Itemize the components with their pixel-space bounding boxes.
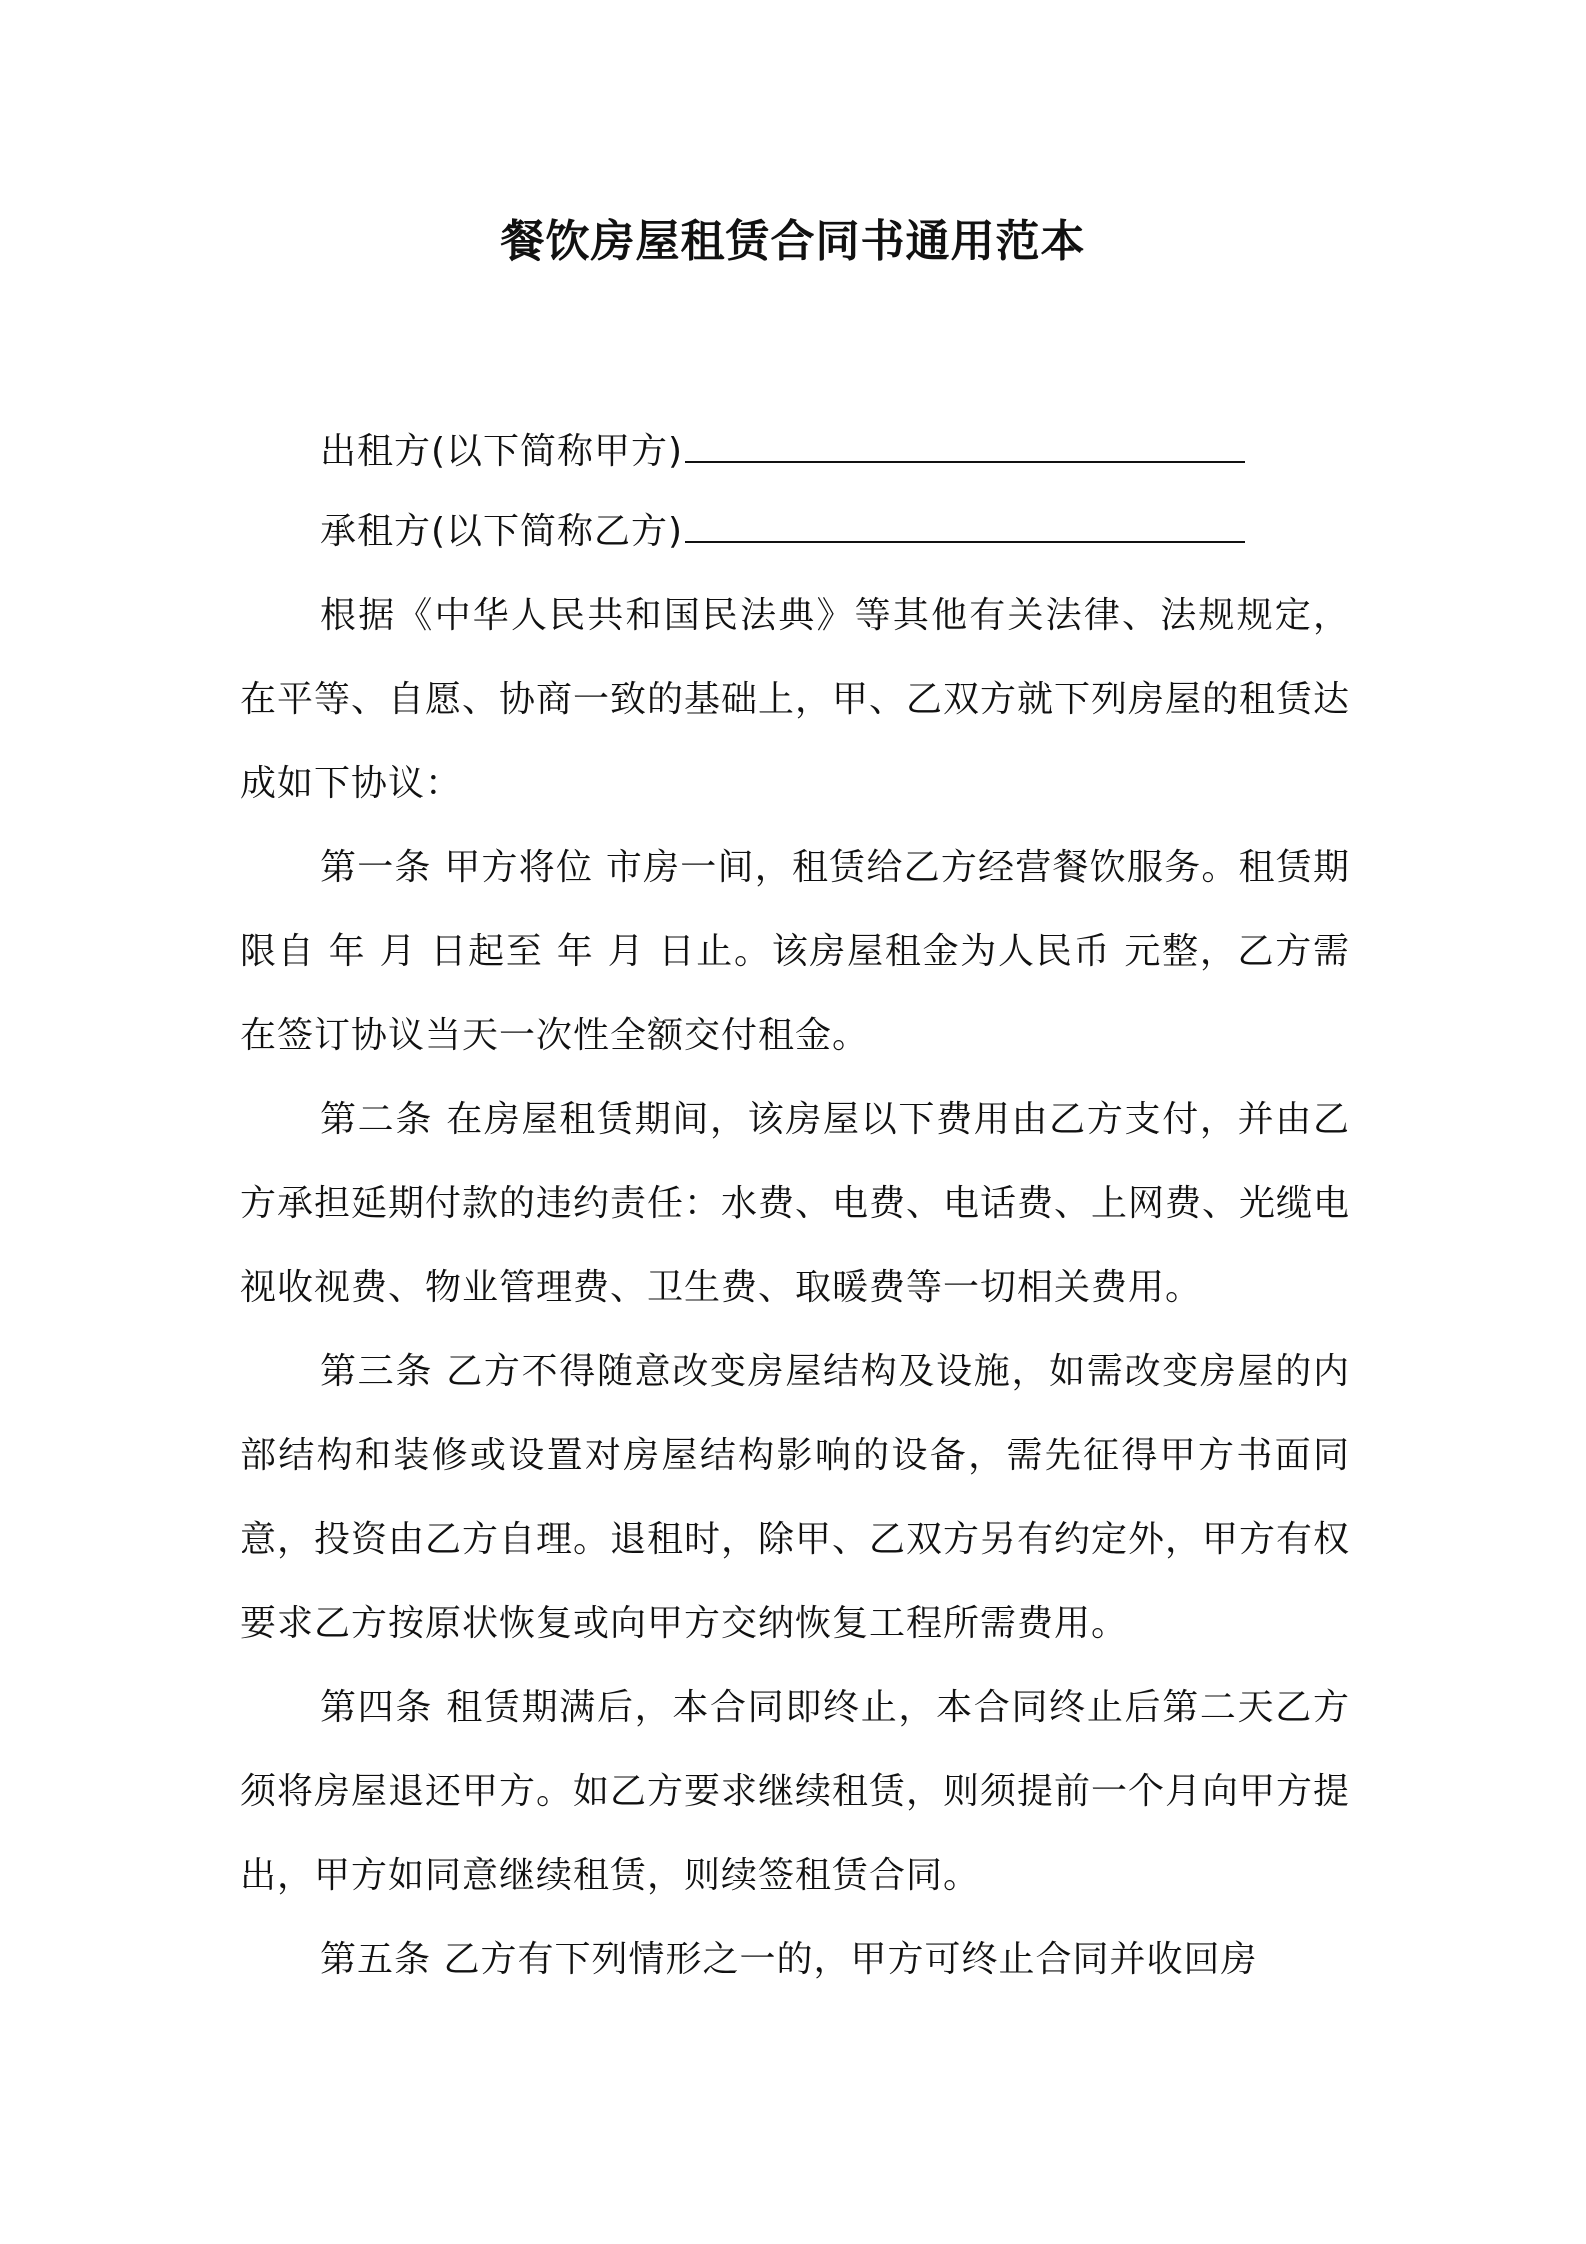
document-body <box>240 410 1350 2002</box>
article-3-paragraph: 第三条 乙方不得随意改变房屋结构及设施，如需改变房屋的内部结构和装修或设置对房屋结构影响的设备，需先征得甲方书面同意，投资由乙方自理。退租时，除甲、乙双方另有约定外，甲方有权要求乙方按原状恢复或向甲方交纳恢复工程所需费用。 <box>240 1351 1351 1644</box>
article-5-paragraph: 第五条 乙方有下列情形之一的，甲方可终止合同并收回房 <box>320 1939 1258 1980</box>
lessee-line <box>240 490 1350 574</box>
preamble-paragraph: 根据《中华人民共和国民法典》等其他有关法律、法规规定，在平等、自愿、协商一致的基础上，甲、乙双方就下列房屋的租赁达成如下协议： <box>240 595 1351 804</box>
lessor-line <box>240 410 1350 494</box>
article-2-paragraph: 第二条 在房屋租赁期间，该房屋以下费用由乙方支付，并由乙方承担延期付款的违约责任：水费、电费、电话费、上网费、光缆电视收视费、物业管理费、卫生费、取暖费等一切相关费用。 <box>240 1099 1351 1308</box>
lessor-label: 出租方(以下简称甲方) <box>320 431 684 472</box>
document-title: 餐饮房屋租赁合同书通用范本 <box>500 216 1086 267</box>
lessee-blank <box>685 511 1245 543</box>
lessor-blank <box>685 431 1245 463</box>
article-4-paragraph: 第四条 租赁期满后，本合同即终止，本合同终止后第二天乙方须将房屋退还甲方。如乙方要求继续租赁，则须提前一个月向甲方提出，甲方如同意继续租赁，则续签租赁合同。 <box>240 1687 1351 1896</box>
article-1-paragraph: 第一条 甲方将位 市房一间，租赁给乙方经营餐饮服务。租赁期限自 年 月 日起至 年 月 日止。该房屋租金为人民币 元整，乙方需在签订协议当天一次性全额交付租金。 <box>240 847 1350 1056</box>
lessee-label: 承租方(以下简称乙方) <box>320 511 684 552</box>
